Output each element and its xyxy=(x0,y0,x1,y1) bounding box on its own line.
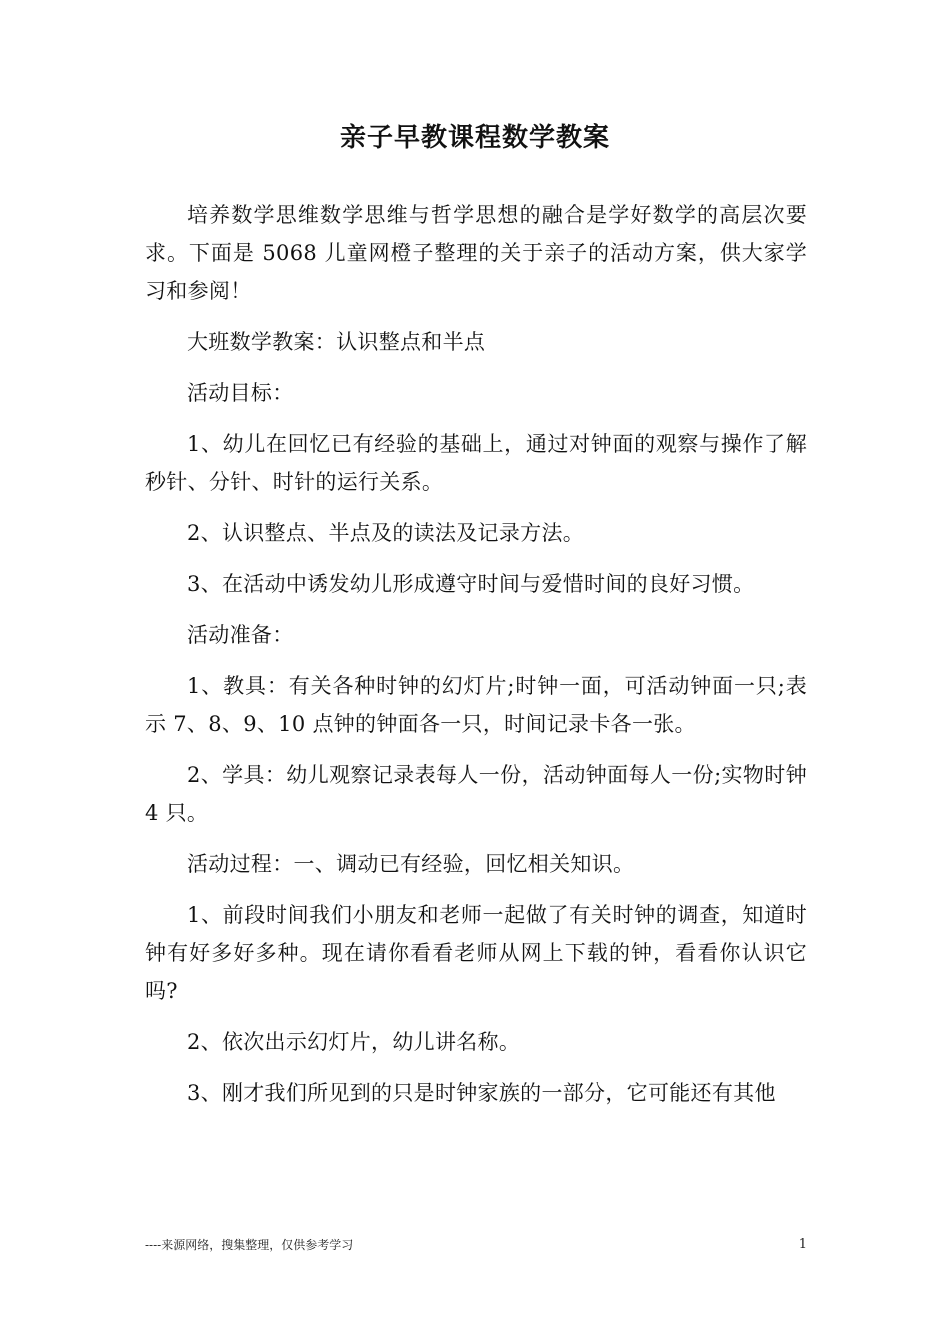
paragraph-goal-1: 1、幼儿在回忆已有经验的基础上，通过对钟面的观察与操作了解秒针、分针、时针的运行关系。 xyxy=(145,432,807,494)
paragraph-process-1: 1、前段时间我们小朋友和老师一起做了有关时钟的调查，知道时钟有好多好多种。现在请你看看老师从网上下载的钟，看看你认识它吗? xyxy=(145,903,807,1003)
footer-source-note: ----来源网络，搜集整理，仅供参考学习 xyxy=(145,1238,354,1252)
paragraph-goal-3: 3、在活动中诱发幼儿形成遵守时间与爱惜时间的良好习惯。 xyxy=(187,572,755,596)
paragraph-intro: 培养数学思维数学思维与哲学思想的融合是学好数学的高层次要求。下面是 5068 儿童网橙子整理的关于亲子的活动方案，供大家学习和参阅！ xyxy=(145,203,807,303)
paragraph-goals-heading: 活动目标： xyxy=(187,381,294,405)
paragraph-goal-2: 2、认识整点、半点及的读法及记录方法。 xyxy=(187,521,585,545)
document-title: 亲子早教课程数学教案 xyxy=(339,123,610,153)
page-number: 1 xyxy=(798,1237,807,1252)
paragraph-preparation-1: 1、教具：有关各种时钟的幻灯片;时钟一面，可活动钟面一只;表示 7、8、9、10 点钟的钟面各一只，时间记录卡各一张。 xyxy=(145,674,807,736)
paragraph-process-2: 2、依次出示幻灯片，幼儿讲名称。 xyxy=(187,1030,521,1054)
paragraph-preparation-2: 2、学具：幼儿观察记录表每人一份，活动钟面每人一份;实物时钟 4 只。 xyxy=(145,763,807,825)
paragraph-process-heading: 活动过程：一、调动已有经验，回忆相关知识。 xyxy=(187,852,635,876)
paragraph-lesson-title: 大班数学教案：认识整点和半点 xyxy=(187,330,486,354)
paragraph-process-3: 3、刚才我们所见到的只是时钟家族的一部分，它可能还有其他 xyxy=(187,1081,776,1105)
document-body xyxy=(145,196,807,1125)
paragraph-preparation-heading: 活动准备： xyxy=(187,623,294,647)
